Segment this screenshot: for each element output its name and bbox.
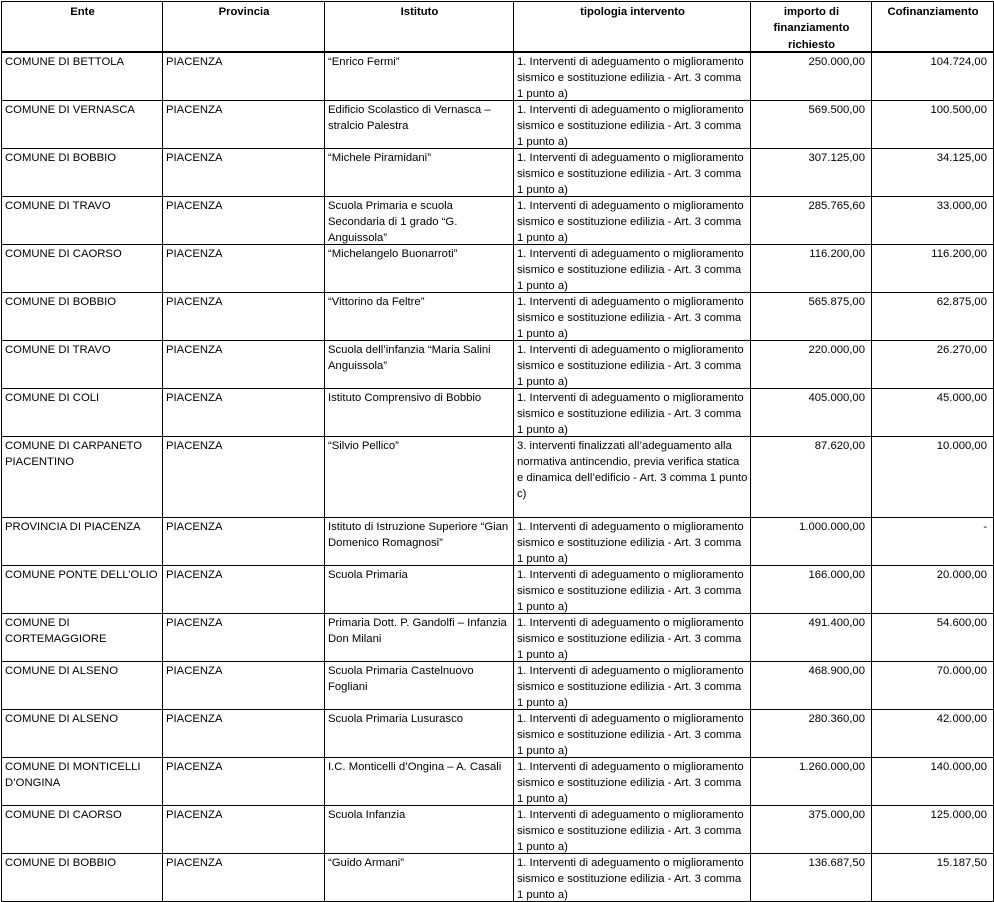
table-row xyxy=(2,340,994,388)
cell-istituto-text: “Vittorino da Feltre” xyxy=(328,295,425,308)
cell-tipologia-text: 1. Interventi di adeguamento o miglioramento sismico e sostituzione edilizia - Art. 3 comma 1 punto a) xyxy=(517,295,744,340)
table-row xyxy=(2,196,994,244)
cell-istituto xyxy=(325,805,514,853)
cell-cofinanziamento-text: 15.187,50 xyxy=(936,856,987,869)
cell-provincia-text: PIACENZA xyxy=(166,55,223,68)
cell-istituto xyxy=(325,436,514,517)
cell-ente xyxy=(2,388,163,436)
cell-importo xyxy=(751,565,872,613)
cell-importo-text: 280.360,00 xyxy=(808,712,865,725)
cell-istituto xyxy=(325,244,514,292)
header-row xyxy=(2,2,994,52)
cell-importo xyxy=(751,52,872,101)
cell-cofinanziamento xyxy=(872,805,994,853)
cell-cofinanziamento xyxy=(872,613,994,661)
cell-importo xyxy=(751,709,872,757)
cell-ente xyxy=(2,661,163,709)
cell-istituto xyxy=(325,388,514,436)
cell-tipologia xyxy=(514,757,751,805)
cell-importo xyxy=(751,853,872,901)
cell-provincia xyxy=(163,853,325,901)
cell-tipologia-text: 1. Interventi di adeguamento o miglioramento sismico e sostituzione edilizia - Art. 3 comma 1 punto a) xyxy=(517,664,744,709)
cell-importo-text: 285.765,60 xyxy=(808,199,865,212)
cell-cofinanziamento-text: 34.125,00 xyxy=(936,151,987,164)
cell-ente-text: COMUNE DI MONTICELLI D’ONGINA xyxy=(5,760,141,789)
cell-provincia xyxy=(163,340,325,388)
cell-tipologia-text: 1. Interventi di adeguamento o miglioramento sismico e sostituzione edilizia - Art. 3 comma 1 punto a) xyxy=(517,568,744,613)
cell-provincia xyxy=(163,517,325,565)
table-row xyxy=(2,613,994,661)
cell-provincia-text: PIACENZA xyxy=(166,343,223,356)
cell-ente xyxy=(2,805,163,853)
cell-istituto-text: “Guido Armani” xyxy=(328,856,404,869)
funding-table xyxy=(1,1,994,902)
cell-cofinanziamento-text: 45.000,00 xyxy=(936,391,987,404)
cell-importo-text: 375.000,00 xyxy=(808,808,865,821)
cell-istituto xyxy=(325,613,514,661)
cell-istituto-text: Edificio Scolastico di Vernasca – stralcio Palestra xyxy=(328,103,491,132)
cell-istituto-text: “Michele Piramidani” xyxy=(328,151,431,164)
cell-istituto-text: Scuola Infanzia xyxy=(328,808,406,821)
cell-ente-text: PROVINCIA DI PIACENZA xyxy=(5,520,141,533)
cell-importo-text: 220.000,00 xyxy=(808,343,865,356)
cell-importo xyxy=(751,613,872,661)
cell-importo xyxy=(751,805,872,853)
cell-provincia xyxy=(163,436,325,517)
cell-ente-text: COMUNE DI ALSENO xyxy=(5,712,118,725)
cell-ente xyxy=(2,100,163,148)
cell-ente-text: COMUNE DI ALSENO xyxy=(5,664,118,677)
cell-importo xyxy=(751,757,872,805)
header-provincia: Provincia xyxy=(163,2,325,52)
cell-ente xyxy=(2,52,163,101)
cell-istituto xyxy=(325,52,514,101)
cell-provincia-text: PIACENZA xyxy=(166,616,223,629)
cell-cofinanziamento-text: 33.000,00 xyxy=(936,199,987,212)
cell-istituto xyxy=(325,565,514,613)
cell-provincia xyxy=(163,196,325,244)
cell-cofinanziamento-text: 116.200,00 xyxy=(931,247,987,260)
cell-tipologia xyxy=(514,340,751,388)
cell-provincia xyxy=(163,148,325,196)
cell-tipologia xyxy=(514,565,751,613)
cell-ente xyxy=(2,148,163,196)
cell-cofinanziamento xyxy=(872,436,994,517)
cell-tipologia-text: 1. Interventi di adeguamento o miglioramento sismico e sostituzione edilizia - Art. 3 comma 1 punto a) xyxy=(517,151,744,196)
cell-importo-text: 116.200,00 xyxy=(809,247,865,260)
cell-tipologia-text: 1. Interventi di adeguamento o miglioramento sismico e sostituzione edilizia - Art. 3 comma 1 punto a) xyxy=(517,616,744,661)
cell-tipologia xyxy=(514,613,751,661)
cell-ente xyxy=(2,340,163,388)
cell-ente xyxy=(2,292,163,340)
cell-cofinanziamento-text: 62.875,00 xyxy=(936,295,987,308)
cell-provincia-text: PIACENZA xyxy=(166,247,223,260)
cell-cofinanziamento-text: 54.600,00 xyxy=(936,616,987,629)
cell-importo xyxy=(751,340,872,388)
header-ente: Ente xyxy=(2,2,163,52)
cell-importo xyxy=(751,196,872,244)
cell-tipologia-text: 1. Interventi di adeguamento o miglioramento sismico e sostituzione edilizia - Art. 3 comma 1 punto a) xyxy=(517,199,744,244)
cell-cofinanziamento-text: 26.270,00 xyxy=(936,343,987,356)
cell-cofinanziamento-text: 10.000,00 xyxy=(936,439,987,452)
table-row xyxy=(2,853,994,901)
cell-istituto xyxy=(325,196,514,244)
cell-cofinanziamento xyxy=(872,52,994,101)
cell-tipologia xyxy=(514,805,751,853)
cell-cofinanziamento-text: 42.000,00 xyxy=(936,712,987,725)
table-row xyxy=(2,517,994,565)
cell-tipologia-text: 1. Interventi di adeguamento o miglioramento sismico e sostituzione edilizia - Art. 3 comma 1 punto a) xyxy=(517,55,744,100)
cell-ente xyxy=(2,709,163,757)
cell-provincia xyxy=(163,52,325,101)
cell-cofinanziamento-text: - xyxy=(983,520,987,533)
cell-istituto-text: Scuola Primaria Castelnuovo Fogliani xyxy=(328,664,474,693)
cell-provincia-text: PIACENZA xyxy=(166,808,223,821)
cell-istituto-text: I.C. Monticelli d’Ongina – A. Casali xyxy=(328,760,502,773)
cell-tipologia-text: 1. Interventi di adeguamento o miglioramento sismico e sostituzione edilizia - Art. 3 comma 1 punto a) xyxy=(517,808,744,853)
cell-istituto-text: “Silvio Pellico” xyxy=(328,439,399,452)
cell-cofinanziamento xyxy=(872,565,994,613)
table-row xyxy=(2,661,994,709)
cell-provincia xyxy=(163,661,325,709)
cell-ente-text: COMUNE PONTE DELL’OLIO xyxy=(5,568,158,581)
cell-ente xyxy=(2,613,163,661)
cell-provincia xyxy=(163,244,325,292)
cell-importo-text: 565.875,00 xyxy=(808,295,865,308)
table-row xyxy=(2,805,994,853)
cell-ente xyxy=(2,757,163,805)
cell-ente-text: COMUNE DI BOBBIO xyxy=(5,295,117,308)
cell-istituto xyxy=(325,292,514,340)
cell-tipologia xyxy=(514,196,751,244)
cell-cofinanziamento xyxy=(872,196,994,244)
cell-importo-text: 1.000.000,00 xyxy=(799,520,865,533)
header-tipologia: tipologia intervento xyxy=(514,2,751,52)
cell-istituto-text: Scuola Primaria xyxy=(328,568,408,581)
cell-importo-text: 491.400,00 xyxy=(808,616,865,629)
cell-istituto xyxy=(325,709,514,757)
cell-provincia xyxy=(163,613,325,661)
cell-provincia-text: PIACENZA xyxy=(166,664,223,677)
cell-tipologia-text: 1. Interventi di adeguamento o miglioramento sismico e sostituzione edilizia - Art. 3 comma 1 punto a) xyxy=(517,520,744,565)
cell-istituto-text: Scuola Primaria e scuola Secondaria di 1 grado “G. Anguissola” xyxy=(328,199,458,244)
cell-tipologia xyxy=(514,853,751,901)
cell-istituto xyxy=(325,853,514,901)
cell-tipologia xyxy=(514,517,751,565)
cell-cofinanziamento-text: 20.000,00 xyxy=(936,568,987,581)
cell-provincia-text: PIACENZA xyxy=(166,568,223,581)
cell-cofinanziamento-text: 70.000,00 xyxy=(936,664,987,677)
cell-ente-text: COMUNE DI CAORSO xyxy=(5,247,122,260)
cell-importo-text: 87.620,00 xyxy=(814,439,865,452)
cell-tipologia-text: 3. interventi finalizzati all’adeguamento alla normativa antincendio, previa verifica statica e dinamica dell’edificio - Art. 3 comma 1 punto c) xyxy=(517,439,748,501)
table-row xyxy=(2,388,994,436)
cell-importo-text: 250.000,00 xyxy=(808,55,865,68)
cell-importo-text: 136.687,50 xyxy=(808,856,865,869)
cell-istituto-text: “Enrico Fermi” xyxy=(328,55,400,68)
cell-istituto-text: “Michelangelo Buonarroti” xyxy=(328,247,458,260)
cell-istituto xyxy=(325,100,514,148)
cell-provincia-text: PIACENZA xyxy=(166,439,223,452)
cell-tipologia xyxy=(514,388,751,436)
cell-provincia-text: PIACENZA xyxy=(166,199,223,212)
table-row xyxy=(2,565,994,613)
table-row xyxy=(2,244,994,292)
header-importo: importo di finanziamento richiesto xyxy=(751,2,872,52)
cell-provincia xyxy=(163,565,325,613)
cell-istituto-text: Istituto di Istruzione Superiore “Gian Domenico Romagnosi” xyxy=(328,520,509,549)
cell-tipologia-text: 1. Interventi di adeguamento o miglioramento sismico e sostituzione edilizia - Art. 3 comma 1 punto a) xyxy=(517,103,744,148)
cell-tipologia xyxy=(514,244,751,292)
cell-tipologia-text: 1. Interventi di adeguamento o miglioramento sismico e sostituzione edilizia - Art. 3 comma 1 punto a) xyxy=(517,247,744,292)
cell-ente-text: COMUNE DI TRAVO xyxy=(5,199,111,212)
cell-provincia-text: PIACENZA xyxy=(166,856,223,869)
cell-cofinanziamento-text: 125.000,00 xyxy=(930,808,987,821)
cell-istituto xyxy=(325,148,514,196)
cell-importo-text: 405.000,00 xyxy=(808,391,865,404)
cell-ente xyxy=(2,196,163,244)
cell-importo xyxy=(751,661,872,709)
cell-cofinanziamento xyxy=(872,661,994,709)
cell-importo-text: 307.125,00 xyxy=(808,151,865,164)
cell-importo-text: 569.500,00 xyxy=(808,103,865,116)
cell-tipologia xyxy=(514,436,751,517)
cell-provincia xyxy=(163,100,325,148)
cell-cofinanziamento xyxy=(872,388,994,436)
cell-ente-text: COMUNE DI VERNASCA xyxy=(5,103,135,116)
header-istituto: Istituto xyxy=(325,2,514,52)
cell-cofinanziamento xyxy=(872,853,994,901)
cell-istituto xyxy=(325,661,514,709)
cell-istituto-text: Istituto Comprensivo di Bobbio xyxy=(328,391,482,404)
cell-istituto xyxy=(325,340,514,388)
cell-importo xyxy=(751,148,872,196)
cell-istituto-text: Primaria Dott. P. Gandolfi – Infanzia Don Milani xyxy=(328,616,507,645)
cell-cofinanziamento xyxy=(872,148,994,196)
cell-provincia-text: PIACENZA xyxy=(166,712,223,725)
cell-cofinanziamento xyxy=(872,517,994,565)
cell-importo-text: 166.000,00 xyxy=(808,568,865,581)
cell-istituto xyxy=(325,757,514,805)
table-row xyxy=(2,148,994,196)
cell-provincia xyxy=(163,709,325,757)
cell-provincia-text: PIACENZA xyxy=(166,295,223,308)
cell-ente-text: COMUNE DI BETTOLA xyxy=(5,55,125,68)
cell-tipologia-text: 1. Interventi di adeguamento o miglioramento sismico e sostituzione edilizia - Art. 3 comma 1 punto a) xyxy=(517,343,744,388)
cell-ente xyxy=(2,244,163,292)
cell-importo xyxy=(751,292,872,340)
cell-ente-text: COMUNE DI CAORSO xyxy=(5,808,122,821)
table-row xyxy=(2,757,994,805)
cell-provincia-text: PIACENZA xyxy=(166,391,223,404)
cell-ente xyxy=(2,517,163,565)
table-row xyxy=(2,100,994,148)
cell-provincia xyxy=(163,388,325,436)
cell-provincia-text: PIACENZA xyxy=(166,520,223,533)
cell-tipologia xyxy=(514,292,751,340)
cell-cofinanziamento xyxy=(872,244,994,292)
cell-istituto-text: Scuola Primaria Lusurasco xyxy=(328,712,463,725)
cell-provincia xyxy=(163,805,325,853)
cell-ente-text: COMUNE DI BOBBIO xyxy=(5,151,117,164)
cell-cofinanziamento-text: 140.000,00 xyxy=(930,760,987,773)
cell-tipologia-text: 1. Interventi di adeguamento o miglioramento sismico e sostituzione edilizia - Art. 3 comma 1 punto a) xyxy=(517,760,744,805)
cell-ente xyxy=(2,853,163,901)
cell-ente-text: COMUNE DI CORTEMAGGIORE xyxy=(5,616,107,645)
cell-istituto-text: Scuola dell’infanzia “Maria Salini Anguissola” xyxy=(328,343,491,372)
table-body xyxy=(2,52,994,902)
cell-importo xyxy=(751,436,872,517)
cell-tipologia-text: 1. Interventi di adeguamento o miglioramento sismico e sostituzione edilizia - Art. 3 comma 1 punto a) xyxy=(517,391,744,436)
table-row xyxy=(2,52,994,101)
cell-ente xyxy=(2,436,163,517)
cell-importo xyxy=(751,244,872,292)
cell-ente xyxy=(2,565,163,613)
cell-cofinanziamento xyxy=(872,709,994,757)
cell-tipologia xyxy=(514,52,751,101)
cell-importo-text: 468.900,00 xyxy=(808,664,865,677)
cell-importo xyxy=(751,388,872,436)
cell-provincia-text: PIACENZA xyxy=(166,151,223,164)
cell-cofinanziamento-text: 104.724,00 xyxy=(930,55,987,68)
cell-ente-text: COMUNE DI TRAVO xyxy=(5,343,111,356)
cell-tipologia xyxy=(514,148,751,196)
cell-tipologia xyxy=(514,661,751,709)
cell-tipologia-text: 1. Interventi di adeguamento o miglioramento sismico e sostituzione edilizia - Art. 3 comma 1 punto a) xyxy=(517,712,744,757)
header-cofinanziamento: Cofinanziamento xyxy=(872,2,994,52)
cell-cofinanziamento xyxy=(872,292,994,340)
cell-istituto xyxy=(325,517,514,565)
cell-provincia-text: PIACENZA xyxy=(166,103,223,116)
cell-tipologia xyxy=(514,709,751,757)
table-row xyxy=(2,292,994,340)
table-row xyxy=(2,436,994,517)
cell-importo xyxy=(751,517,872,565)
cell-importo-text: 1.260.000,00 xyxy=(799,760,865,773)
table-row xyxy=(2,709,994,757)
cell-cofinanziamento xyxy=(872,100,994,148)
cell-cofinanziamento-text: 100.500,00 xyxy=(930,103,987,116)
cell-provincia xyxy=(163,292,325,340)
cell-ente-text: COMUNE DI CARPANETO PIACENTINO xyxy=(5,439,143,468)
cell-importo xyxy=(751,100,872,148)
cell-provincia xyxy=(163,757,325,805)
cell-ente-text: COMUNE DI COLI xyxy=(5,391,100,404)
cell-cofinanziamento xyxy=(872,340,994,388)
cell-provincia-text: PIACENZA xyxy=(166,760,223,773)
cell-cofinanziamento xyxy=(872,757,994,805)
cell-tipologia-text: 1. Interventi di adeguamento o miglioramento sismico e sostituzione edilizia - Art. 3 comma 1 punto a) xyxy=(517,856,744,901)
cell-tipologia xyxy=(514,100,751,148)
cell-ente-text: COMUNE DI BOBBIO xyxy=(5,856,117,869)
